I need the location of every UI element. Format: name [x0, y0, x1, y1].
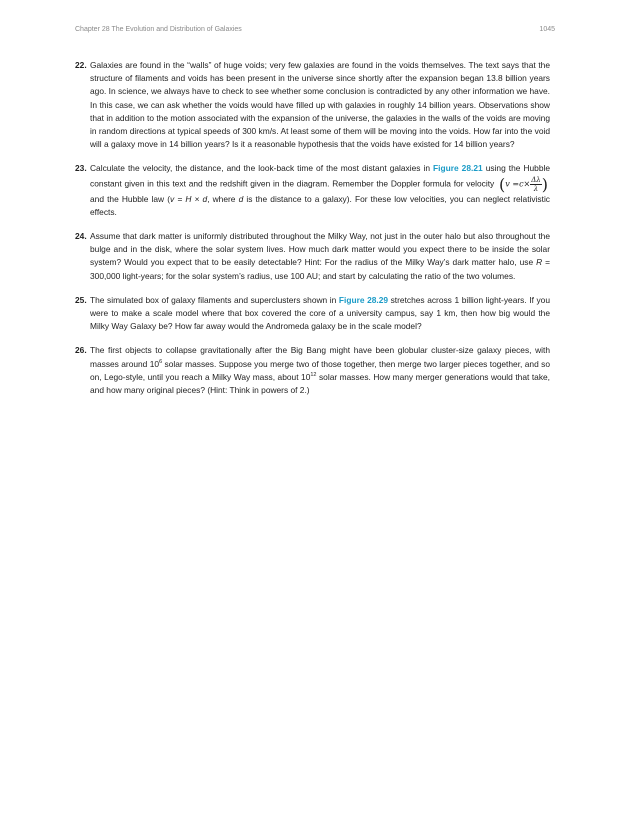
exercise-text: = 300,000 light-years; for the solar system’s radius, use 100 AU; and start by calculating the ratio of the two volumes. [90, 257, 550, 281]
exercise-25 [75, 294, 550, 334]
formula-c: c [519, 179, 524, 189]
exercise-24 [75, 230, 550, 283]
running-header [75, 26, 555, 38]
figure-link-28-21[interactable]: Figure 28.21 [433, 163, 483, 174]
formula-equals: = [512, 179, 520, 189]
exercise-text: The simulated box of galaxy filaments and superclusters shown in [90, 294, 339, 305]
exercise-26 [75, 344, 550, 397]
exponent: 6 [159, 358, 163, 365]
exercise-number: 22. [75, 60, 87, 70]
distance-variable: d [238, 193, 244, 204]
exponent: 12 [310, 371, 317, 378]
exercise-text: solar masses. Suppose you merge two of those together, then merge two larger pieces together, and so on, Lego-style, until you reach a Milky Way mass, about 10 [90, 358, 550, 382]
exercise-text: Galaxies are found in the “walls” of huge voids; very few galaxies are found in the voids themselves. The text says that the structure of filaments and voids has been present in the universe since shortly after the expansion began 13.8 billion years ago. In science, we always have to check to see whether some conclusion is contradicted by any other information we have. In this case, we can ask whether the voids would have filled up with galaxies in roughly 14 billion years. Observations show that in addition to the motion associated with the expansion of the universe, the galaxies in the walls of the voids are moving in random directions at typical speeds of 300 km/s. At least some of them will be moving into the voids. How far into the void will a galaxy move in 14 billion years? Is it a reasonable hypothesis that the voids have existed for 14 billion years? [90, 60, 550, 150]
formula-fraction [530, 176, 542, 193]
exercise-list [75, 59, 550, 408]
exercise-22 [75, 59, 550, 151]
exercise-text: Assume that dark matter is uniformly distributed throughout the Milky Way, not just in the outer halo but also throughout the bulge and in the disk, where the solar system lives. How much dark matter would you expect there to be inside the solar system? Would you expect that to be easily detectable? Hint: For the radius of the Milky Way’s dark matter halo, use [90, 231, 550, 268]
exercise-number: 24. [75, 231, 87, 242]
exercise-number: 26. [75, 345, 87, 356]
exercise-text: stretches across 1 billion light-years. If you were to make a scale model where that box covered the core of a university campus, say 1 km, then how big would the Milky Way Galaxy be? How far away would the Andromeda galaxy be in the scale model? [90, 294, 550, 332]
exercise-text: and the Hubble law ( [90, 193, 171, 204]
exercise-number: 25. [75, 294, 87, 305]
formula-times: × [523, 179, 531, 189]
formula-denominator: λ [533, 184, 539, 193]
formula-v: v [505, 179, 510, 189]
exercise-number: 23. [75, 163, 87, 174]
doppler-formula [499, 176, 548, 193]
exercise-text: Calculate the velocity, the distance, and the look-back time of the most distant galaxies in [90, 163, 434, 174]
formula-paren-open: ( [499, 174, 506, 194]
hubble-law: v = H × d [170, 193, 208, 204]
exercise-text: is the distance to a galaxy). For these low velocities, you can neglect relativistic effects. [90, 193, 550, 217]
chapter-title: Chapter 28 The Evolution and Distribution of Galaxies [75, 26, 242, 33]
exercise-text: solar masses. How many merger generations would that take, and how many original pieces? (Hint: Think in powers of 2.) [90, 371, 550, 396]
page-number: 1045 [539, 26, 555, 33]
exercise-text: using the Hubble constant given in this text and the redshift given in the diagram. Remember the Doppler formula for velocity [90, 163, 551, 189]
figure-link-28-29[interactable]: Figure 28.29 [338, 294, 389, 305]
formula-numerator: Δλ [531, 175, 541, 184]
radius-variable: R [536, 257, 543, 268]
formula-paren-close: ) [541, 174, 548, 194]
exercise-23 [75, 162, 550, 219]
exercise-text: The first objects to collapse gravitationally after the Big Bang might have been globular cluster-size galaxy pieces, with masses around 10 [90, 345, 550, 369]
exercise-text: , where [207, 193, 239, 204]
